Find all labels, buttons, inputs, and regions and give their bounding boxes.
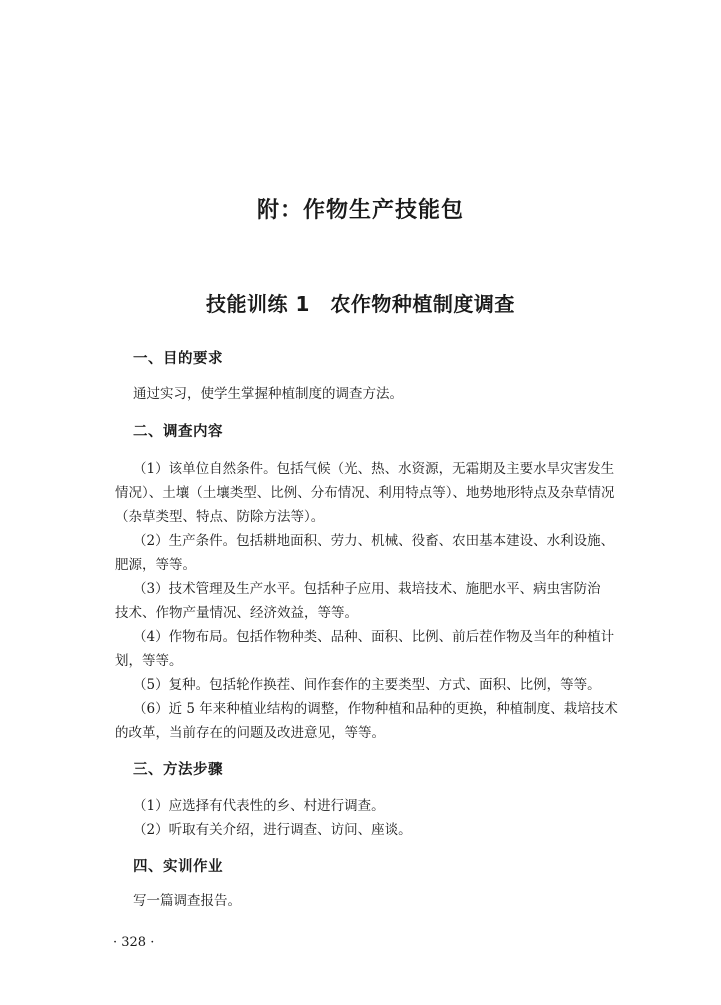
paragraph-line: 技术、作物产量情况、经济效益，等等。 [115, 605, 358, 621]
paragraph-line: （3）技术管理及生产水平。包括种子应用、栽培技术、施肥水平、病虫害防治 [133, 581, 601, 597]
section-title: 技能训练 1 农作物种植制度调查 [206, 292, 515, 316]
paragraph-line: （杂草类型、特点、防除方法等）。 [115, 509, 325, 525]
paragraph-line: （2）听取有关介绍，进行调查、访问、座谈。 [133, 822, 412, 838]
paragraph-line: （1）应选择有代表性的乡、村进行调查。 [133, 798, 385, 814]
paragraph-line: 通过实习，使学生掌握种植制度的调查方法。 [133, 386, 403, 402]
paragraph-line: 肥源，等等。 [115, 557, 196, 573]
paragraph-line: （2）生产条件。包括耕地面积、劳力、机械、役畜、农田基本建设、水利设施、 [133, 533, 615, 549]
page-number: · 328 · [113, 935, 155, 950]
paragraph-line: 的改革，当前存在的问题及改进意见，等等。 [115, 725, 385, 741]
paragraph-line: 情况）、土壤（土壤类型、比例、分布情况、利用特点等）、地势地形特点及杂草情况 [115, 485, 615, 501]
heading-assignment: 四、实训作业 [133, 859, 223, 875]
heading-method-steps: 三、方法步骤 [133, 762, 223, 778]
paragraph-line: （6）近 5 年来种植业结构的调整，作物种植和品种的更换，种植制度、栽培技术 [133, 701, 618, 717]
heading-survey-content: 二、调查内容 [133, 424, 223, 440]
paragraph-line: 划，等等。 [115, 653, 183, 669]
paragraph-line: （1）该单位自然条件。包括气候（光、热、水资源，无霜期及主要水旱灾害发生 [133, 461, 615, 477]
heading-objectives: 一、目的要求 [133, 351, 223, 367]
paragraph-line: （5）复种。包括轮作换茬、间作套作的主要类型、方式、面积、比例，等等。 [133, 677, 601, 693]
page-title: 附：作物生产技能包 [256, 198, 464, 223]
paragraph-line: （4）作物布局。包括作物种类、品种、面积、比例、前后茬作物及当年的种植计 [133, 629, 615, 645]
paragraph-line: 写一篇调查报告。 [133, 893, 241, 909]
